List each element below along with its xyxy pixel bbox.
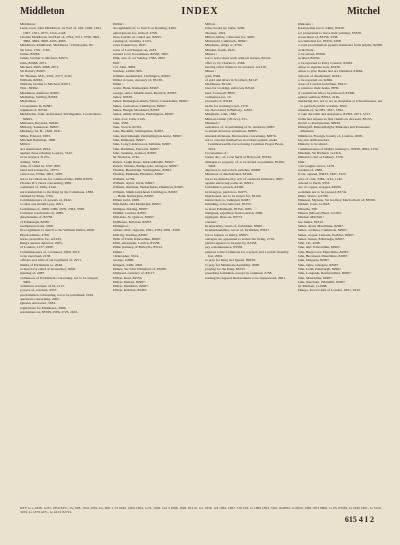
index-entry: ordinances for, 19.	[205, 95, 232, 100]
index-entry: reading his Agreed Declarament to be sequestered, 2961.	[205, 275, 286, 280]
header-title: INDEX	[181, 6, 219, 17]
index-entry: to take the Oath and Assurance, 83393, 2971, 3153.	[297, 112, 371, 117]
index-entry: maligned, expulsion from London, 2996.	[205, 211, 264, 216]
index-entry: to attend diocesan visitations, 82885.	[205, 129, 258, 134]
index-entry: lead, Cornwall, 8865.	[205, 90, 236, 95]
index-entry: Minutest, Mynton, Sir Godfrey MacColloch of, 83580.	[297, 198, 376, 203]
index-entry: James, Alstd, Mauchline, 82967.	[297, 223, 344, 228]
index-entry: Mills, Alexander, Carrick, 83338.	[112, 241, 161, 246]
index-entry: William, brother to Michael, 82971.	[20, 82, 72, 87]
index-entry: votes founded on, 2047.	[112, 43, 147, 48]
index-entry: Middleton, Middleton, Middleton : Christopher, 82.	[20, 43, 94, 48]
index-column-1	[20, 22, 107, 504]
index-entry: James, Rutherglen-shiels, Shotts, Lanarkshire, 82967.	[112, 99, 189, 104]
index-entry: slandering Act, not to act as chaplains or schoolmasters, nor to perform public worship, 3663.	[297, 99, 383, 108]
index-entry: arming, 3184.	[20, 159, 40, 164]
index-entry: Tempest, 2439, 2995.	[112, 262, 144, 267]
index-entry: Gavin, Bank, Rutherglen, 82967.	[112, 86, 160, 91]
index-entry: ordinance revoked, 2119, 2113.	[20, 284, 65, 289]
index-entry: to pray for Ministerie Assembly, 2948.	[205, 262, 260, 267]
index-entry: coin weights and at, 1478.	[297, 163, 335, 168]
index-entry: Miners :	[205, 52, 217, 57]
index-entry: not to leave their work without licence, 82541.	[205, 56, 272, 61]
index-entry: subscriptions for, invited, 2768.	[112, 30, 158, 35]
index-entry: six regiments of, to march on Reading, 2484.	[112, 26, 177, 31]
index-entry: Milled crowns, currency of, 83130.	[112, 77, 163, 82]
index-entry: band and echoes for, 1877a.	[20, 168, 60, 173]
index-entry: to march for relief of Gloucester, 3068.	[20, 266, 76, 271]
index-entry: resolutions on, 83598, 2506, 2725, 2916.	[20, 309, 79, 314]
index-entry: ordinances of Parliament concerning, not to be obeyed, 3969.	[20, 275, 99, 284]
index-entry: gold, 8346.	[205, 73, 222, 78]
index-entry: to be arrayed, 3127a.	[20, 155, 50, 160]
index-entry: Mindense, effigy at, 3794.	[205, 43, 243, 48]
signature-mark: 4 I 2	[358, 515, 374, 524]
index-entry: not to concern themselves in actions against, under Commonwealth, forced using Common Prayer Book, 3102.	[205, 138, 284, 151]
index-entry: proceeds of, 83149.	[205, 99, 233, 104]
index-entry: powers of, revoked, 4337.	[20, 288, 58, 293]
index-entry: laws for working, enforced, 82120.	[205, 86, 255, 91]
index-entry: Mimezold, Cummock, 82967.	[205, 39, 248, 44]
index-entry: arms of called in, 3767, 809.	[20, 163, 61, 168]
page-number: 615	[344, 515, 357, 524]
index-entry: William, 1e794.	[112, 176, 136, 181]
index-entry: John, Rathmuir, Fenwick, 82967.	[112, 146, 160, 151]
index-entry: not transferable to the King by the Commons, 1886.	[20, 189, 94, 194]
index-entry: James, brother to Michael, 82975.	[20, 56, 69, 61]
index-entry: offer to, by Charles I., 2584.	[205, 60, 246, 65]
index-entry: Middlesex, 82126.	[205, 82, 232, 87]
index-entry: Covenanters in, 82687.	[20, 103, 53, 108]
running-header	[20, 6, 380, 20]
index-entry: Misselle, 398.	[297, 206, 318, 211]
index-entry: James, 82963.	[20, 52, 41, 57]
index-entry: to be reported to Privy Council, 82963.	[297, 60, 354, 65]
index-entry: price of coin, 3384, 1122, 1142.	[297, 176, 343, 181]
index-entry: James, 83338.	[112, 95, 133, 100]
index-entry: command of, 1084, 3144.	[20, 185, 57, 190]
index-entry: Stanhop, 1e964, 965.	[112, 69, 143, 74]
index-entry: Lieut.-Gen. John Middleton, 1st Earl of, 229, 1460, 1492, 1497, 1501, 2075, 2114, 2118.	[20, 26, 102, 35]
index-entry: Presbyterian not to admit, 83226.	[297, 26, 345, 31]
index-entry: Sir Robert, 82947.	[20, 69, 47, 74]
index-entry: See also Ambassadors.	[297, 138, 330, 143]
index-entry: Mungo, Town Clerk of London, 2661, 2936.	[297, 288, 361, 293]
index-entry: Christopher, 3314.	[112, 254, 139, 259]
index-entry: to return to their desks, 8839.	[297, 86, 340, 91]
index-entry: regulations for Middlesex, 2984.	[20, 305, 67, 310]
index-entry: Sir Nicholas, 2745.	[112, 155, 140, 160]
index-entry: Mill :	[112, 60, 121, 65]
index-entry: Queries Answered, 3184.	[20, 301, 56, 306]
index-entry: Milk, sale of, on Sunday, 2582, 2865.	[112, 56, 166, 61]
index-entry: Ministers :	[297, 22, 313, 26]
index-entry: votes of Lord Keeper on, 2183.	[112, 47, 157, 52]
index-entry: James, Garnoston, Linlithgow, 82967.	[112, 103, 167, 108]
index-entry: William, 82963.	[20, 77, 44, 82]
index-entry: Midhillop, Stirling, 82963.	[20, 95, 59, 100]
index-columns	[20, 22, 384, 504]
index-entry: five regiments to march to Sir William Waller, 2068.	[20, 228, 95, 233]
index-entry: John, 82968, 2971.	[20, 60, 48, 65]
index-entry: Mill-fields, Old Monkland, 82967.	[112, 202, 162, 207]
index-entry: recalled, 82952.	[297, 56, 321, 61]
index-entry: regiment of, 82720.	[20, 107, 48, 112]
index-entry: threats to Presbyterian, 82939.	[297, 120, 341, 125]
index-entry: John, Sunning, Galston, 82967.	[112, 150, 158, 155]
index-entry: James, smith, Willows, Haddington, 82967.	[112, 112, 175, 117]
index-entry: workmen not to be pressed, 82741.	[297, 189, 348, 194]
index-entry: Milner :	[112, 249, 125, 254]
index-entry: prosecution of, 83356, 3338.	[297, 34, 339, 39]
index-entry: assistance of, in publishing of St. Andrews, 8887.	[205, 125, 276, 130]
index-entry: Mint :	[297, 159, 307, 164]
index-entry: Miles, Edward, 1683.	[20, 133, 51, 138]
index-entry: terms for working royal, 1579.	[205, 103, 249, 108]
index-entry: Mills of Forth, Kincardine, 82967.	[112, 236, 162, 241]
index-entry: not to be called out for a limited time, 2980, 82979.	[20, 176, 94, 181]
index-entry: parish registers to be kept by, 82358.	[205, 241, 258, 246]
index-entry: Sir Thomas, M.P., 2561, 2577, 3120.	[20, 73, 73, 78]
index-entry: Minnigaff, Kirkcudbright, Ministers and Protestant ministers.	[297, 125, 370, 134]
index-entry: resort of London forbidden, 83617.	[297, 82, 348, 87]
index-entry: called out, 3768a, 3801, 3108.	[20, 172, 63, 177]
index-entry: questions concerning, 2062.	[20, 297, 60, 301]
index-entry: Mingham, John, 1682.	[205, 112, 238, 117]
index-entry: James, cordiner, Cummock, 82967.	[297, 228, 348, 233]
index-entry: Millhouse, Kilbride, 82967.	[112, 219, 153, 224]
index-entry: James, cooper, Lintoun, Peebles, 82967.	[297, 232, 355, 237]
index-entry: Milnes, Sir John Whiteford of, 83580.	[112, 266, 167, 271]
index-entry: Minstral Court at Tutbury, 1729.	[297, 155, 344, 160]
index-entry: John, Buckhill, Stirlingshire, 82967.	[112, 129, 165, 134]
index-column-4	[298, 22, 385, 504]
index-entry: to be exercised, 2158.	[20, 254, 52, 259]
index-entry: Milne (James), of Balwyllo, 83112.	[112, 245, 163, 250]
index-entry: in Aberdeenshire, resort of, forbidden, 83617.	[205, 228, 270, 233]
index-entry: of scandalous life to be removed, 83390.	[297, 90, 356, 95]
index-entry: William, maltman, Netherfields, Hamilton, 82967.	[112, 185, 185, 190]
index-entry: Ministry to Scotland :	[297, 142, 329, 147]
index-entry: forbidden to preach, 83382.	[205, 185, 245, 190]
index-entry: Milton, Kilbride, 82967.	[112, 288, 148, 293]
page-number-block	[345, 515, 374, 524]
index-entry: Gilbert, M.P., regicide, 2561, 2784, 2991, 3398.	[112, 228, 181, 233]
index-entry: Milton, Kent, 82556.	[112, 275, 143, 280]
index-entry: Sir Michael, 1e1998.	[297, 284, 328, 289]
index-entry: to leave Edinburgh, 83154, 1665.	[205, 206, 253, 211]
header-left-keyword: Middleton	[20, 6, 65, 17]
index-entry: Middleton, Renfrew, 82667.	[20, 90, 61, 95]
index-entry: petition to the Commons for a synod, and a public monthly fast, 2004.	[205, 249, 289, 259]
index-entry: Commissioners of, continued, 2909, 3013.	[20, 249, 81, 254]
index-entry: damages to property of, to be levied on parishes, 83196, 3208.	[205, 159, 285, 168]
index-entry: three-fourths of, called out, 82925.	[112, 34, 162, 39]
index-entry: Lieut.-Col. John, 2143.	[112, 116, 146, 121]
index-entry: conduct :	[205, 219, 219, 224]
index-entry: Mirbell, Cork, 1e1818.	[297, 202, 331, 207]
index-entry: William, Auchinbard, Linlithgow, 82967.	[112, 73, 172, 78]
index-entry: to raise one month's pay, 2951.	[20, 202, 64, 207]
index-entry: Milton, Dumfries, 82967.	[112, 284, 149, 289]
index-entry: John, books by, burnt, 3209.	[205, 26, 246, 31]
index-entry: Col. John, 3008.	[112, 64, 136, 69]
index-entry: Millhill, Coulter, 82967.	[112, 211, 148, 216]
index-entry: refuse to sign the Acts, 83339.	[297, 64, 341, 69]
index-entry: Charles Middleton, 2nd Earl of, 2764, 3751, 3758, 3861, 3866, 3869, 3968, 4295, 4995.	[20, 34, 101, 44]
index-entry: Commissioners of, powers of, 2942.	[20, 198, 72, 203]
index-column-2	[113, 22, 200, 504]
index-entry: Ministers of disabolished, 83366.	[205, 172, 253, 177]
index-entry: Milnyard, currency of, 83117.	[112, 271, 156, 276]
index-entry: James, Haugh, Monkland, 82967.	[112, 107, 161, 112]
index-entry: Midlothian :	[20, 99, 38, 104]
index-entry: of gold and silver in Scotland, 82147.	[205, 77, 259, 82]
index-entry: not to baptise or marry, 83665.	[205, 232, 249, 237]
index-entry: John, Kelvinhaugh, Dalmellington-house, 82967.	[112, 133, 183, 138]
index-entry: Milbourn, Reynold, 82640.	[20, 120, 59, 125]
index-entry: against sedition, 82914, 2149.	[297, 95, 341, 100]
index-entry: Minshull, Sir Richard, 1e1316.	[297, 150, 342, 155]
index-entry: ordered to Perth, 3333.	[297, 180, 331, 185]
key-footer: KEY to 1-1838, 1e 81. 1850-8151, Ire, 808. 1852-1852, Ire, 808. 1-79 8229. 1860-1904, 1e31, 1929. 1e2 3 1888, 1928, 81416. 1e1 1839, 1e3 1884, 1887, 3 81729, 1e 1869 1893, 7461, 8e2884, 1e 6829, 1869 1873 8808, 1e 83, 83339, 1e 1849 1981, 1e 5120, 3229, 1e 1879 4471, 1e 4413, 82721.	[20, 506, 382, 515]
index-entry: James, Junior, Edinburgh, 82967.	[297, 236, 345, 241]
index-entry: Commissioners of Militia relating to, 82936, 2084, 2130.	[297, 146, 379, 151]
index-entry: John, Dalgarin, 82967.	[297, 258, 330, 263]
index-entry: Covenanters of :	[205, 150, 229, 155]
index-entry: recalcitrant :	[297, 47, 316, 52]
index-entry: wardens of, 2869.	[297, 168, 323, 173]
index-entry: See James, 82313.	[297, 219, 324, 224]
index-entry: Scots, opened, 83633, 3307, 3323.	[297, 172, 347, 177]
index-entry: Robert, Shirens, Bridge-gate, Glasgow, 82967.	[112, 163, 179, 168]
index-entry: Mildmay, Sir H., 1628, 1641.	[20, 129, 62, 134]
index-entry: to pray for King and Queen, 82958.	[205, 258, 256, 263]
index-entry: John, Kilmaurs, 82967.	[112, 138, 146, 143]
index-entry: to read proclamation against slanderers from pulpits, 82926.	[297, 43, 383, 48]
index-entry: John, Airt, Kincardine, 82967.	[297, 245, 341, 250]
index-entry: negligent, fines on, 83773.	[205, 215, 243, 220]
index-entry: Minimoor, Foreign, bounty of, London, 2068.	[297, 133, 363, 138]
index-entry: warned to be in readiness, 82566, 3665.	[112, 52, 169, 57]
index-entry: George, tailor, Middle-third, Berwick, 82967.	[112, 90, 178, 95]
index-entry: books, &c., of, to be burnt at Holyrood, 83190.	[205, 155, 272, 160]
index-entry: Charles II.'s views concerning, 2981.	[20, 180, 73, 185]
index-entry: refuse to give thanks and are banished, 83662.	[297, 69, 364, 74]
index-entry: Committee of, 1899, 2380, 2570, 2564, 3598.	[20, 206, 85, 211]
index-entry: Milborg, Sanderson, 82867.	[20, 125, 60, 130]
index-entry: rate of copper, stopped, 83990.	[297, 185, 342, 190]
index-entry: not to be disturbed by acts of outlawed ministers, 3665.	[205, 176, 284, 181]
index-entry: instructions to, indulged, 82487.	[205, 198, 251, 203]
index-entry: John, Longside, Renfrewshire, 82967.	[297, 271, 352, 276]
index-entry: stipends of, 3e1381, 3817, 1892.	[297, 107, 344, 112]
index-entry: John, Burgwood, Mauchline, 82967.	[297, 249, 350, 254]
index-entry: Thomas, 1922.	[205, 30, 227, 35]
index-entry: John, tailor, Glasgow, 82967.	[297, 262, 339, 267]
index-entry: John, Mauchline, 82967.	[297, 275, 333, 280]
index-entry: Robert, Leigh Riseo, Kirkcudbright, 82967.	[112, 159, 175, 164]
index-entry: John, J.P., 4298.	[297, 241, 321, 246]
index-entry: Minden, Garth, 2925.	[205, 47, 236, 52]
index-entry: John, Leith, Edinburgh, 82967.	[297, 266, 342, 271]
index-entry: Michael, 2963, 2968, 2971.	[20, 64, 60, 69]
index-entry: Milligan, Stirling, 82967.	[112, 206, 149, 211]
index-entry: tin, discovered in Barbary, 1e635.	[205, 107, 253, 112]
index-entry: Miller :	[112, 82, 124, 87]
index-entry: In Aberarthy, resort of, forbidden, 83661.	[205, 223, 264, 228]
index-entry: John, merchant, Whitehill, 82967.	[297, 279, 346, 284]
index-entry: Herefordshire, 2769.	[20, 232, 50, 237]
index-entry: William, taylor, Irwin, 82967.	[112, 180, 155, 185]
index-entry: pay a maintenance, 83358.	[205, 245, 243, 250]
index-entry: Sir John, 1761, 1765.	[20, 47, 51, 52]
index-entry: praying for the King, 83733.	[205, 266, 246, 271]
index-entry: John, Long Calderwood, Kilbride, 82967.	[112, 142, 172, 147]
index-entry: against those refusing to serve, 3122.	[20, 150, 73, 155]
index-entry: against enforcing oaths on, 82931.	[205, 180, 254, 185]
index-entry: tenths and answer as first claims on dioceses, 82135.	[297, 116, 373, 121]
index-entry: exemptions from, 3300.	[20, 223, 54, 228]
index-entry: detachments of, 82738.	[20, 215, 54, 220]
index-column-3	[205, 22, 292, 504]
index-entry: John, 3339.	[112, 120, 129, 125]
index-entry: of London, 2137, 2980.	[20, 245, 54, 250]
index-entry: training of, monthly, 2147a.	[112, 39, 153, 44]
index-entry: Ministers :	[205, 120, 221, 125]
index-entry: Middleton :	[20, 22, 37, 26]
index-entry: meeting of, 2987.	[20, 271, 46, 276]
index-entry: Militia :	[112, 22, 125, 26]
index-entry: Minto Tevist, 1e1790.	[297, 193, 329, 198]
index-entry: Misson (Mrson) Head, 1e1055.	[297, 211, 342, 216]
index-entry: claimed by King, 1764.	[20, 193, 54, 198]
index-entry: intruding, to be removed, 83155.	[205, 202, 252, 207]
index-entry: Thomas, Beathridge, Stirlingshire, 82967.	[112, 168, 173, 173]
index-entry: William, Smith-land-head, Linlithgow, 82967.	[112, 189, 179, 194]
index-entry: to be reported on, 3e666.	[297, 77, 333, 82]
index-entry: Mitchell Hamilton, 1868.	[20, 138, 57, 143]
index-entry: Millen Gold, 1668.	[112, 198, 140, 203]
header-right-keyword: Mitchel	[347, 6, 380, 17]
index-entry: in Glasgow, pardon to, 82275.	[205, 189, 248, 194]
index-entry: George, 1e890.	[112, 258, 135, 263]
index-entry: Mitchel, Mitchell :	[297, 215, 325, 220]
index-entry: Milton, Dalziel, 82967.	[112, 279, 146, 284]
index-entry: Wm., 82962.	[20, 86, 39, 91]
index-entry: Common resolutions on, 2088.	[20, 211, 64, 216]
index-entry: deposed, to leave their parishes, 82968.	[205, 168, 261, 173]
index-entry: horse, protection for, 1e1933.	[20, 236, 62, 241]
index-entry: Act mentioned, 2924.	[20, 146, 51, 151]
index-entry: officers and arms of six regiments of, 2971.	[20, 258, 82, 263]
index-entry: Mill-hole, St. Quivox, 82967.	[112, 215, 155, 220]
index-entry: Milton :	[205, 22, 217, 26]
index-entry: of Edinburgh, 82687.	[20, 219, 51, 224]
index-entry: thanks of Parliament to, 2948.	[20, 262, 63, 267]
index-entry: Mines :	[205, 69, 216, 74]
index-entry: Thomas, Pitdinnie, Fifeshire, 82967.	[112, 172, 165, 177]
index-entry: Mini-es-ramen (18 cwt.), 551.	[205, 116, 248, 121]
index-entry: preaching forbidden, except by ordained, 2758.	[205, 271, 273, 276]
index-entry: situated-divisions, Declaration concerning, 82879.	[205, 133, 277, 138]
index-entry: John, Broxhead, Mauchline, 82967.	[297, 254, 349, 259]
index-entry: Millington :	[112, 223, 130, 228]
index-entry: John, Scotch, 82391.	[112, 125, 143, 130]
index-entry: Milton Abbas, collection for, 3206.	[205, 34, 255, 39]
index-entry: imprisoned, not to be prayer for, 83169.	[205, 193, 262, 198]
index-entry: to be seized, 83360.	[297, 52, 326, 57]
index-entry: proclamation concerning, not to be published, 2190.	[20, 292, 94, 297]
index-entry: outrages on, appointed to secure the living, 2716.	[205, 236, 275, 241]
index-entry: not prosecuted to leave their parishes, 83328.	[297, 30, 362, 35]
index-entry: Militia :	[20, 142, 32, 147]
index-entry: leaving silver mines to be arrested, 1e1316.	[205, 64, 267, 69]
index-entry: Midshields, John, Ardmannel, Stirlingshire, Covenanters, 82963.	[20, 112, 102, 121]
index-entry: King's answer deferred, 1905.	[20, 241, 63, 246]
index-entry: Mill-rig, Sterling, 82967.	[112, 232, 149, 237]
index-entry: removal of disobedient, 82341.	[297, 73, 342, 78]
index-entry: proclamation for, 83356, 3308.	[297, 39, 342, 44]
index-entry: —, Bank, Rutherglen, 82967.	[112, 193, 155, 198]
